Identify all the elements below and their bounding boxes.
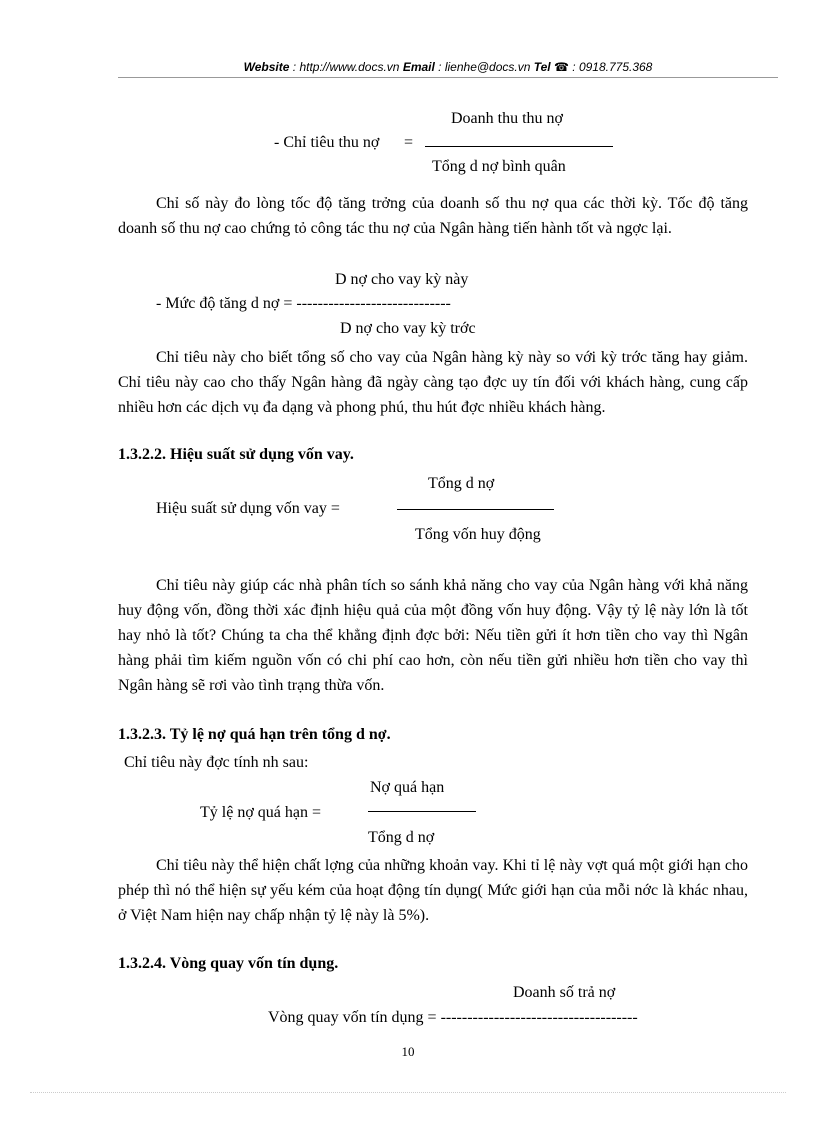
formula5-numerator: Doanh số trả nợ <box>513 984 616 1001</box>
website-url[interactable]: : http://www.docs.vn <box>289 60 403 74</box>
section-heading-1-3-2-3: 1.3.2.3. Tỷ lệ nợ quá hạn trên tổng d nợ. <box>118 726 391 743</box>
formula3-fraction-bar <box>397 509 554 510</box>
tel-label: Tel <box>533 60 551 74</box>
formula5-label: Vòng quay vốn tín dụng = ------------------------------------- <box>268 1009 638 1026</box>
email-label: Email <box>402 60 435 74</box>
paragraph-3: Chỉ tiêu này giúp các nhà phân tích so sánh khả năng cho vay của Ngân hàng với khả năng huy động vốn, đồng thời xác định hiệu quả của một đồng vốn huy động. Vậy tỷ lệ này lớn là tốt hay nhỏ là tốt? Chúng ta cha thể khẳng định đợc bởi: Nếu tiền gửi ít hơn tiền cho vay thì Ngân hàng phải tìm kiếm nguồn vốn có chi phí cao hơn, còn nếu tiền gửi nhiều hơn tiền cho vay thì Ngân hàng sẽ rơi vào tình trạng thừa vốn. <box>118 577 748 694</box>
formula4-fraction-bar <box>368 811 476 812</box>
paragraph-4: Chỉ tiêu này đợc tính nh sau: <box>124 754 309 771</box>
formula3-denominator: Tổng vốn huy động <box>415 526 541 543</box>
page-number: 10 <box>401 1044 415 1059</box>
formula3-label: Hiệu suất sử dụng vốn vay = <box>156 500 340 517</box>
formula1-numerator: Doanh thu thu nợ <box>451 110 564 127</box>
formula3-numerator: Tổng d nợ <box>428 475 495 492</box>
formula2-numerator: D nợ cho vay kỳ này <box>335 271 469 288</box>
footer-divider <box>30 1092 786 1093</box>
formula1-label: - Chỉ tiêu thu nợ <box>274 134 380 151</box>
page-header <box>118 60 778 74</box>
paragraph-2: Chỉ tiêu này cho biết tổng số cho vay của Ngân hàng kỳ này so với kỳ trớc tăng hay giảm. Chỉ tiêu này cao cho thấy Ngân hàng đã ngày càng tạo đợc uy tín đối với khách hàng, cung cấp nhiều hơn các dịch vụ đa dạng và phong phú, thu hút đợc nhiều khách hàng. <box>118 349 748 416</box>
paragraph-5: Chỉ tiêu này thể hiện chất lợng của những khoản vay. Khi tỉ lệ này vợt quá một giới hạn cho phép thì nó thể hiện sự yếu kém của hoạt động tín dụng( Mức giới hạn của mỗi nớc là khác nhau, ở Việt Nam hiện nay chấp nhận tỷ lệ này là 5%). <box>118 857 748 924</box>
header-divider <box>118 77 778 78</box>
tel-number: ☎ : 0918.775.368 <box>550 60 653 74</box>
formula1-denominator: Tổng d nợ bình quân <box>432 158 566 175</box>
formula1-equals: = <box>404 134 414 151</box>
section-heading-1-3-2-2: 1.3.2.2. Hiệu suất sử dụng vốn vay. <box>118 446 354 463</box>
website-label: Website <box>243 60 290 74</box>
formula1-fraction-bar <box>425 146 613 147</box>
formula4-label: Tỷ lệ nợ quá hạn = <box>200 804 322 821</box>
email-address[interactable]: : lienhe@docs.vn <box>434 60 534 74</box>
formula4-denominator: Tổng d nợ <box>368 829 435 846</box>
paragraph-1: Chỉ số này đo lòng tốc độ tăng trởng của doanh số thu nợ qua các thời kỳ. Tốc độ tăng doanh số thu nợ cao chứng tỏ công tác thu nợ của Ngân hàng tiến hành tốt và ngợc lại. <box>118 195 748 237</box>
formula2-label: - Mức độ tăng d nợ = ----------------------------- <box>156 295 451 312</box>
section-heading-1-3-2-4: 1.3.2.4. Vòng quay vốn tín dụng. <box>118 955 339 972</box>
formula2-denominator: D nợ cho vay kỳ trớc <box>340 320 476 337</box>
formula4-numerator: Nợ quá hạn <box>370 779 445 796</box>
